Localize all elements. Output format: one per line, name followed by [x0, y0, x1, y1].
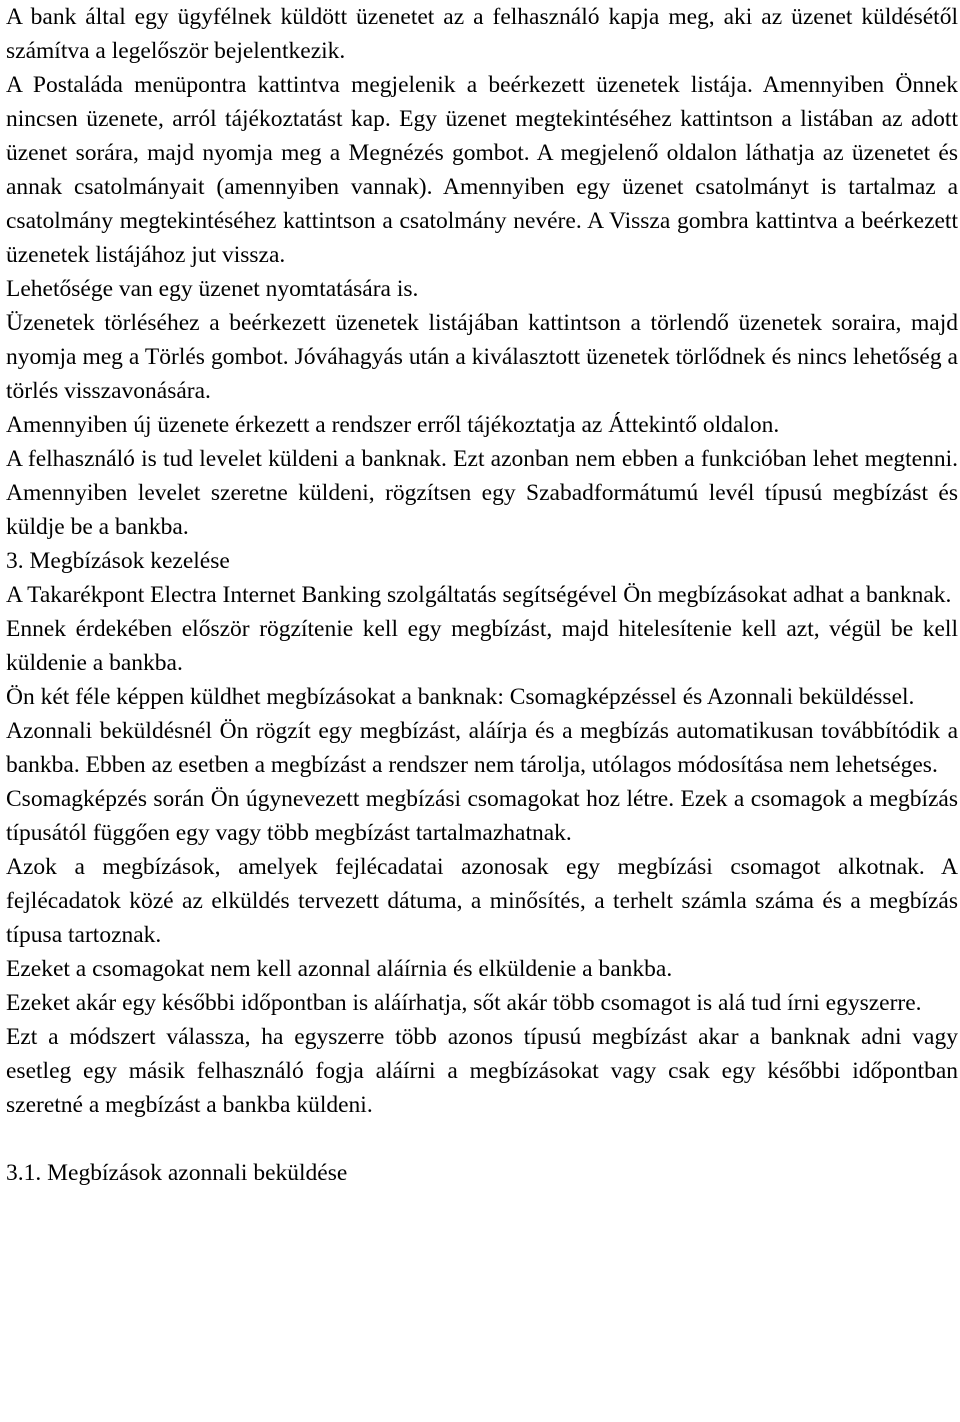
- paragraph-package-later-sign: Ezeket akár egy későbbi időpontban is aláírhatja, sőt akár több csomagot is alá tud írni egyszerre.: [6, 990, 922, 1016]
- paragraph-method-choice: Ezt a módszert válassza, ha egyszerre több azonos típusú megbízást akar a banknak adni vagy esetleg egy másik felhasználó fogja aláírni a megbízásokat vagy csak egy későbbi időpontban szeretné a megbízást a bankba küldeni.: [6, 1024, 958, 1118]
- paragraph-mailbox-usage: A Postaláda menüpontra kattintva megjelenik a beérkezett üzenetek listája. Amennyiben Önnek nincsen üzenete, arról tájékoztatást kap. Egy üzenet megtekintéséhez kattintson a listában az adott üzenet sorára, majd nyomja meg a Megnézés gombot. A megjelenő oldalon láthatja az üzenetet és annak csatolmányait (amennyiben vannak). Amennyiben egy üzenet csatolmányt is tartalmaz a csatolmány megtekintéséhez kattintson a csatolmány nevére. A Vissza gombra kattintva a beérkezett üzenetek listájához jut vissza.: [6, 72, 958, 268]
- paragraph-message-recipient: A bank által egy ügyfélnek küldött üzenetet az a felhasználó kapja meg, aki az üzenet küldésétől számítva a legelőször bejelentkezik.: [6, 4, 958, 64]
- paragraph-orders-steps: Ennek érdekében először rögzítenie kell egy megbízást, majd hitelesítenie kell azt, végül be kell küldenie a bankba.: [6, 616, 958, 676]
- paragraph-package-no-immediate: Ezeket a csomagokat nem kell azonnal aláírnia és elküldenie a bankba.: [6, 956, 673, 982]
- paragraph-send-letter: A felhasználó is tud levelet küldeni a banknak. Ezt azonban nem ebben a funkcióban lehet megtenni. Amennyiben levelet szeretne küldeni, rögzítsen egy Szabadformátumú levél típusú megbízást és küldje be a bankba.: [6, 446, 958, 540]
- paragraph-immediate-send: Azonnali beküldésnél Ön rögzít egy megbízást, aláírja és a megbízás automatikusan továbbítódik a bankba. Ebben az esetben a megbízást a rendszer nem tárolja, utólagos módosítása nem lehetséges.: [6, 718, 958, 778]
- heading-orders-management: 3. Megbízások kezelése: [6, 548, 230, 574]
- blank-line: [6, 1122, 958, 1156]
- paragraph-new-message-notice: Amennyiben új üzenete érkezett a rendszer erről tájékoztatja az Áttekintő oldalon.: [6, 412, 780, 438]
- section-heading: 3.1. Megbízások azonnali beküldése: [6, 1160, 348, 1186]
- paragraph-orders-intro: A Takarékpont Electra Internet Banking szolgáltatás segítségével Ön megbízásokat adhat a banknak.: [6, 582, 952, 608]
- paragraph-delete-messages: Üzenetek törléséhez a beérkezett üzenetek listájában kattintson a törlendő üzenetek soraira, majd nyomja meg a Törlés gombot. Jóváhagyás után a kiválasztott üzenetek törlődnek és nincs lehetőség a törlés visszavonására.: [6, 310, 958, 404]
- paragraph-print-option: Lehetősége van egy üzenet nyomtatására is.: [6, 276, 419, 302]
- paragraph-package-creation: Csomagképzés során Ön úgynevezett megbízási csomagokat hoz létre. Ezek a csomagok a megbízás típusától függően egy vagy több megbízást tartalmazhatnak.: [6, 786, 958, 846]
- paragraph-package-header-data: Azok a megbízások, amelyek fejlécadatai azonosak egy megbízási csomagot alkotnak. A fejlécadatok közé az elküldés tervezett dátuma, a minősítés, a terhelt számla száma és a megbízás típusa tartoznak.: [6, 854, 958, 948]
- paragraph-send-modes: Ön két féle képpen küldhet megbízásokat a banknak: Csomagképzéssel és Azonnali beküldéssel.: [6, 684, 915, 710]
